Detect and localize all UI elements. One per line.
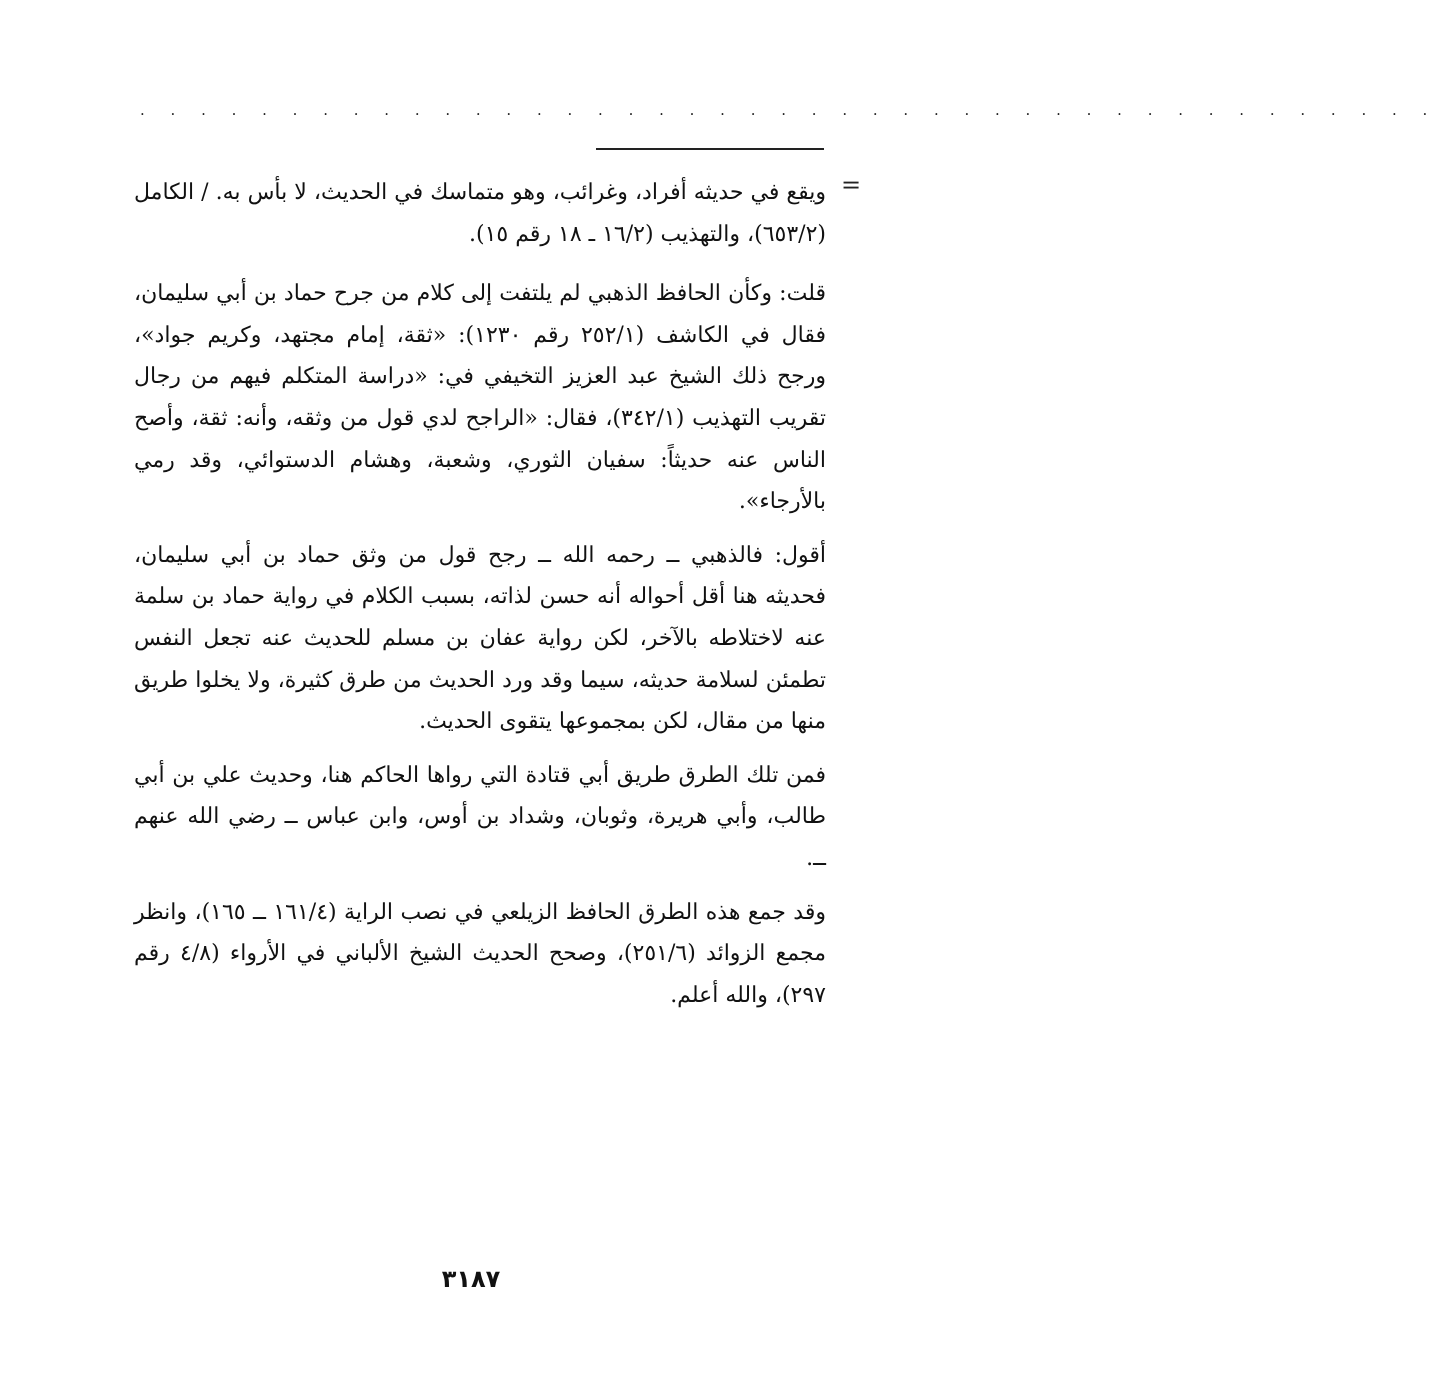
footnote-continuation-paragraph: ويقع في حديثه أفراد، وغرائب، وهو متماسك في الحديث، لا بأس به. / الكامل (٦٥٣/٢)، والتهذيب (١٦/٢ ـ ١٨ رقم ١٥). bbox=[134, 180, 826, 247]
dotted-separator: · · · · · · · · · · · · · · · · · · · · · · · · · · · · · · · · · · · · · · · · · · · bbox=[140, 105, 1438, 123]
paragraph-qultu: قلت: وكأن الحافظ الذهبي لم يلتفت إلى كلام من جرح حماد بن أبي سليمان، فقال في الكاشف (٢٥٢/١ رقم ١٢٣٠): «ثقة، إمام مجتهد، وكريم جواد»، ورجح ذلك الشيخ عبد العزيز التخيفي في: «دراسة المتكلم فيهم من رجال تقريب التهذيب (٣٤٢/١)، فقال: «الراجح لدي قول من وثقه، وأنه: ثقة، وأصح الناس عنه حديثاً: سفيان الثوري، وشعبة، وهشام الدستوائي، وقد رمي بالأرجاء». bbox=[134, 281, 826, 515]
footnote-body bbox=[134, 172, 826, 1028]
page-number: ٣١٨٧ bbox=[441, 1265, 501, 1293]
paragraph-turuq: فمن تلك الطرق طريق أبي قتادة التي رواها الحاكم هنا، وحديث علي بن أبي طالب، وأبي هريرة، وثوبان، وشداد بن أوس، وابن عباس ــ رضي الله عنهم ــ. bbox=[134, 762, 826, 871]
paragraph-aqulu: أقول: فالذهبي ــ رحمه الله ــ رجح قول من وثق حماد بن أبي سليمان، فحديثه هنا أقل أحواله أنه حسن لذاته، بسبب الكلام في رواية حماد بن سلمة عنه لاختلاطه بالآخر، لكن رواية عفان بن مسلم للحديث عنه تجعل النفس تطمئن لسلامة حديثه، سيما وقد ورد الحديث من طرق كثيرة، ولا يخلوا طريق منها من مقال، لكن بمجموعها يتقوى الحديث. bbox=[134, 542, 826, 735]
continuation-mark: = bbox=[840, 171, 862, 199]
paragraph-zaylai: وقد جمع هذه الطرق الحافظ الزيلعي في نصب الراية (١٦١/٤ ــ ١٦٥)، وانظر مجمع الزوائد (٢٥١/٦)، وصحح الحديث الشيخ الألباني في الأرواء (٤/٨ رقم ٢٩٧)، والله أعلم. bbox=[134, 899, 827, 1008]
footnote-rule bbox=[596, 148, 824, 150]
